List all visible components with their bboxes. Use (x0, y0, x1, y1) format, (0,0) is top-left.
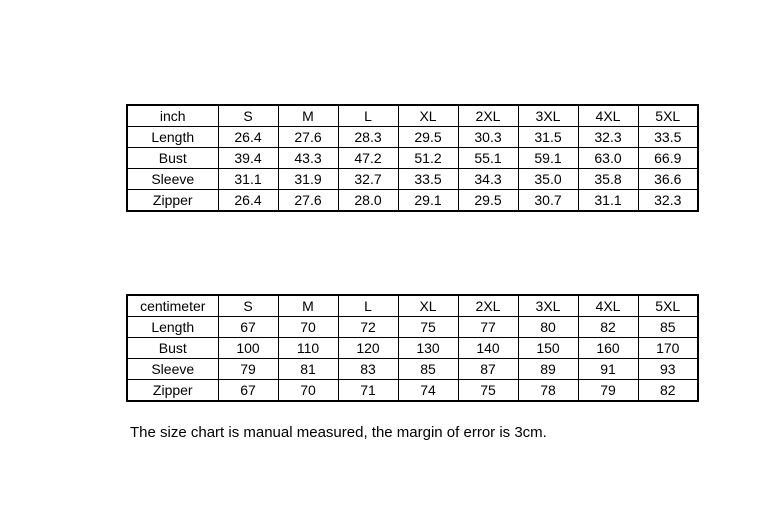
centimeter-size-table (126, 294, 699, 402)
table-row (127, 169, 698, 190)
table-cell: 77 (458, 317, 518, 338)
table-cell: 160 (578, 338, 638, 359)
table-cell: 75 (458, 380, 518, 402)
table-cell: 30.7 (518, 190, 578, 212)
table-cell: 67 (218, 317, 278, 338)
size-header: S (218, 105, 278, 127)
size-header: 3XL (518, 105, 578, 127)
table-cell: 67 (218, 380, 278, 402)
table-row (127, 127, 698, 148)
table-cell: 150 (518, 338, 578, 359)
measurement-note: The size chart is manual measured, the margin of error is 3cm. (130, 424, 547, 441)
table-cell: 71 (338, 380, 398, 402)
table-cell: 33.5 (638, 127, 698, 148)
table-cell: 85 (638, 317, 698, 338)
table-cell: 82 (638, 380, 698, 402)
size-header: 5XL (638, 105, 698, 127)
table-cell: 100 (218, 338, 278, 359)
table-cell: 130 (398, 338, 458, 359)
table-cell: 59.1 (518, 148, 578, 169)
row-label: Length (127, 127, 218, 148)
table-cell: 32.3 (578, 127, 638, 148)
table-cell: 70 (278, 317, 338, 338)
size-header: XL (398, 105, 458, 127)
table-row (127, 190, 698, 212)
table-row (127, 359, 698, 380)
size-header: L (338, 295, 398, 317)
unit-label: inch (127, 105, 218, 127)
table-cell: 110 (278, 338, 338, 359)
table-cell: 81 (278, 359, 338, 380)
table-cell: 29.5 (458, 190, 518, 212)
row-label: Sleeve (127, 359, 218, 380)
inch-size-table (126, 104, 699, 212)
table-cell: 31.5 (518, 127, 578, 148)
row-label: Zipper (127, 190, 218, 212)
row-label: Bust (127, 148, 218, 169)
row-label: Length (127, 317, 218, 338)
table-cell: 35.0 (518, 169, 578, 190)
table-row (127, 148, 698, 169)
size-header: 4XL (578, 295, 638, 317)
table-cell: 26.4 (218, 190, 278, 212)
table-cell: 55.1 (458, 148, 518, 169)
table-cell: 31.1 (578, 190, 638, 212)
table-row (127, 317, 698, 338)
table-cell: 27.6 (278, 190, 338, 212)
table-cell: 78 (518, 380, 578, 402)
table-cell: 31.9 (278, 169, 338, 190)
table-cell: 140 (458, 338, 518, 359)
size-header: 5XL (638, 295, 698, 317)
table-cell: 26.4 (218, 127, 278, 148)
table-cell: 28.0 (338, 190, 398, 212)
table-cell: 29.1 (398, 190, 458, 212)
table-cell: 120 (338, 338, 398, 359)
table-cell: 36.6 (638, 169, 698, 190)
table-cell: 82 (578, 317, 638, 338)
table-cell: 27.6 (278, 127, 338, 148)
table-cell: 47.2 (338, 148, 398, 169)
table-cell: 63.0 (578, 148, 638, 169)
size-header: 2XL (458, 105, 518, 127)
table-cell: 70 (278, 380, 338, 402)
table-cell: 33.5 (398, 169, 458, 190)
table-cell: 28.3 (338, 127, 398, 148)
table-cell: 31.1 (218, 169, 278, 190)
table-cell: 85 (398, 359, 458, 380)
table-cell: 51.2 (398, 148, 458, 169)
table-cell: 93 (638, 359, 698, 380)
table-cell: 91 (578, 359, 638, 380)
row-label: Zipper (127, 380, 218, 402)
size-header: S (218, 295, 278, 317)
size-header: 2XL (458, 295, 518, 317)
size-header: 3XL (518, 295, 578, 317)
table-header-row (127, 105, 698, 127)
table-cell: 32.3 (638, 190, 698, 212)
table-row (127, 338, 698, 359)
size-header: 4XL (578, 105, 638, 127)
table-cell: 66.9 (638, 148, 698, 169)
size-header: L (338, 105, 398, 127)
table-cell: 89 (518, 359, 578, 380)
table-header-row (127, 295, 698, 317)
table-cell: 79 (578, 380, 638, 402)
table-cell: 43.3 (278, 148, 338, 169)
row-label: Sleeve (127, 169, 218, 190)
table-cell: 79 (218, 359, 278, 380)
table-cell: 30.3 (458, 127, 518, 148)
table-cell: 39.4 (218, 148, 278, 169)
table-cell: 32.7 (338, 169, 398, 190)
unit-label: centimeter (127, 295, 218, 317)
table-cell: 35.8 (578, 169, 638, 190)
table-cell: 34.3 (458, 169, 518, 190)
table-cell: 87 (458, 359, 518, 380)
table-cell: 72 (338, 317, 398, 338)
table-cell: 83 (338, 359, 398, 380)
table-cell: 74 (398, 380, 458, 402)
table-cell: 29.5 (398, 127, 458, 148)
row-label: Bust (127, 338, 218, 359)
size-header: XL (398, 295, 458, 317)
size-header: M (278, 105, 338, 127)
size-header: M (278, 295, 338, 317)
table-row (127, 380, 698, 402)
table-cell: 75 (398, 317, 458, 338)
table-cell: 80 (518, 317, 578, 338)
table-cell: 170 (638, 338, 698, 359)
